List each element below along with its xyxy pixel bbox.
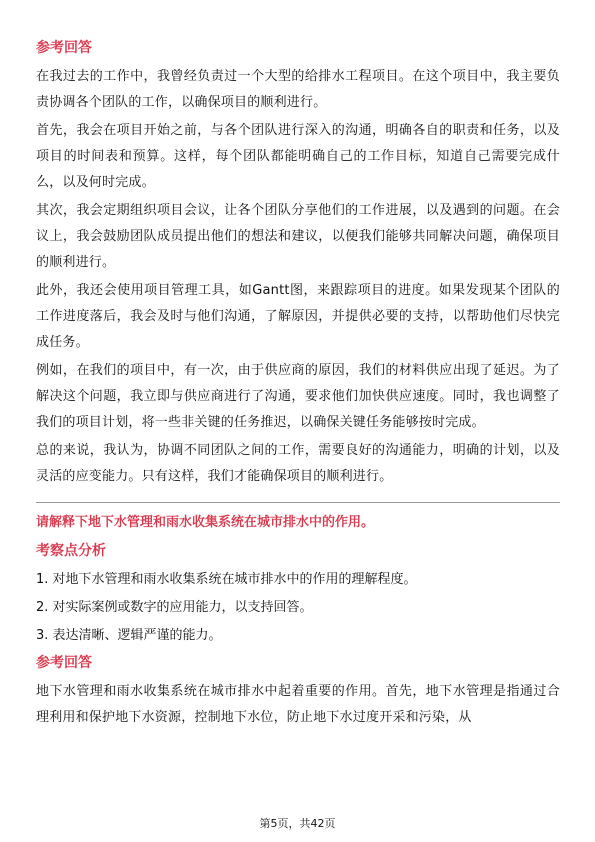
question-title: 请解释下地下水管理和雨水收集系统在城市排水中的作用。 — [36, 515, 375, 530]
page-content — [36, 38, 560, 733]
answer-paragraph: 其次，我会定期组织项目会议，让各个团队分享他们的工作进展，以及遇到的问题。在会议上，我会鼓励团队成员提出他们的想法和建议，以便我们能够共同解决问题，确保项目的顺利进行。 — [36, 203, 560, 270]
answer-heading-1: 参考回答 — [36, 40, 92, 56]
answer-paragraph: 总的来说，我认为，协调不同团队之间的工作，需要良好的沟通能力，明确的计划，以及灵活的应变能力。只有这样，我们才能确保项目的顺利进行。 — [36, 443, 560, 484]
answer-paragraph: 在我过去的工作中，我曾经负责过一个大型的给排水工程项目。在这个项目中，我主要负责协调各个团队的工作，以确保项目的顺利进行。 — [36, 69, 560, 110]
answer-paragraph: 首先，我会在项目开始之前，与各个团队进行深入的沟通，明确各自的职责和任务，以及项目的时间表和预算。这样，每个团队都能明确自己的工作目标，知道自己需要完成什么，以及何时完成。 — [36, 123, 560, 190]
section-divider — [36, 502, 560, 503]
page-number: 第5页，共42页 — [259, 817, 336, 830]
answer-paragraph: 此外，我还会使用项目管理工具，如Gantt图，来跟踪项目的进度。如果发现某个团队的工作进度落后，我会及时与他们沟通，了解原因，并提供必要的支持，以帮助他们尽快完成任务。 — [36, 283, 560, 350]
analysis-heading: 考察点分析 — [36, 543, 106, 559]
answer-heading-2: 参考回答 — [36, 655, 92, 671]
answer-paragraph: 例如，在我们的项目中，有一次，由于供应商的原因，我们的材料供应出现了延迟。为了解决这个问题，我立即与供应商进行了沟通，要求他们加快供应速度。同时，我也调整了我们的项目计划，将一些非关键的任务推迟，以确保关键任务能够按时完成。 — [36, 363, 560, 430]
analysis-item: 3. 表达清晰、逻辑严谨的能力。 — [36, 628, 222, 643]
answer-paragraph: 地下水管理和雨水收集系统在城市排水中起着重要的作用。首先，地下水管理是指通过合理利用和保护地下水资源，控制地下水位，防止地下水过度开采和污染，从 — [36, 684, 560, 725]
analysis-item: 1. 对地下水管理和雨水收集系统在城市排水中的作用的理解程度。 — [36, 572, 417, 587]
analysis-item: 2. 对实际案例或数字的应用能力，以支持回答。 — [36, 600, 313, 615]
